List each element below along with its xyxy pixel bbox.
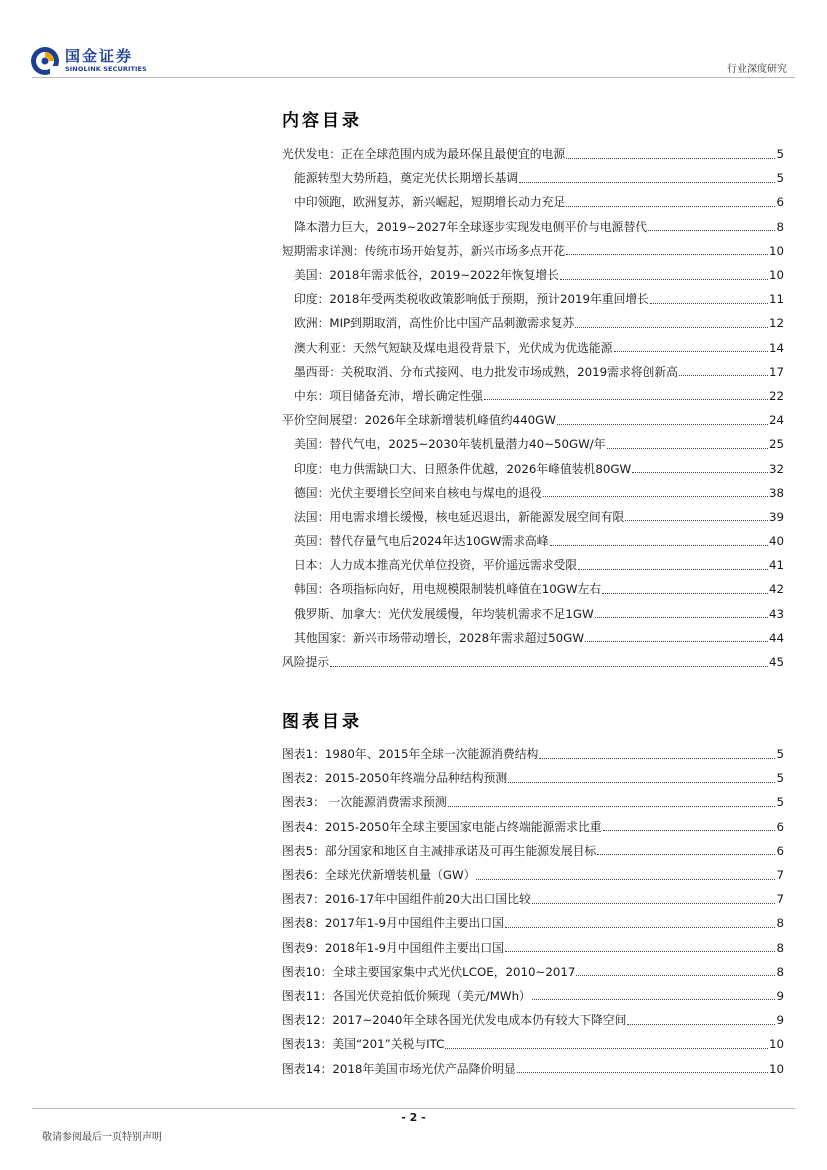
figure-entry-text: 图表4：2015-2050年全球主要国家电能占终端能源需求比重	[282, 819, 602, 834]
dot-leader	[505, 927, 776, 928]
report-type: 行业深度研究	[727, 64, 787, 75]
figure-entry[interactable]	[282, 1032, 784, 1056]
toc-entry-page: 5	[776, 171, 784, 186]
dot-leader	[602, 593, 768, 594]
dot-leader	[532, 903, 776, 904]
dot-leader	[679, 375, 768, 376]
toc-entry[interactable]	[282, 602, 784, 626]
figure-entry[interactable]	[282, 766, 784, 790]
dot-leader	[566, 158, 775, 159]
figure-entry-text: 图表8：2017年1-9月中国组件主要出口国	[282, 916, 504, 931]
figure-entry-page: 7	[776, 892, 784, 907]
toc-entry[interactable]	[282, 529, 784, 553]
figures-title: 图表目录	[282, 712, 362, 732]
toc-entry[interactable]	[282, 505, 784, 529]
toc-entry-text: 风险提示	[282, 655, 330, 670]
figure-entry-page: 5	[776, 795, 784, 810]
dot-leader	[448, 806, 776, 807]
toc-entry[interactable]	[282, 432, 784, 456]
figure-entry-page: 9	[776, 988, 784, 1003]
toc-entry-text: 中印领跑，欧洲复苏，新兴崛起，短期增长动力充足	[294, 195, 566, 210]
figure-entry-page: 6	[776, 843, 784, 858]
figure-entry-page: 5	[776, 771, 784, 786]
footer-divider	[32, 1108, 795, 1109]
figure-entry[interactable]	[282, 863, 784, 887]
figure-entry[interactable]	[282, 790, 784, 814]
toc-entry-text: 日本：人力成本推高光伏单位投资，平价遥远需求受限	[294, 558, 578, 573]
toc-entry-text: 法国：用电需求增长缓慢，核电延迟退出，新能源发展空间有限	[294, 509, 625, 524]
toc-entry-page: 17	[768, 364, 784, 379]
dot-leader	[505, 951, 776, 952]
toc-entry-text: 短期需求详测：传统市场开始复苏，新兴市场多点开花	[282, 243, 566, 258]
figure-entry[interactable]	[282, 839, 784, 863]
toc-entry-text: 能源转型大势所趋，奠定光伏长期增长基调	[294, 171, 519, 186]
toc-entry[interactable]	[282, 577, 784, 601]
figure-entry-text: 图表7：2016-17年中国组件前20大出口国比较	[282, 892, 531, 907]
figure-entry[interactable]	[282, 1056, 784, 1080]
logo-mark-icon	[30, 46, 60, 76]
toc-entry-page: 10	[768, 243, 784, 258]
figure-entry[interactable]	[282, 1008, 784, 1032]
logo-english-name: SINOLINK SECURITIES	[65, 65, 147, 73]
toc-entry[interactable]	[282, 190, 784, 214]
figure-entry-text: 图表3： 一次能源消费需求预测	[282, 795, 447, 810]
toc-entry-text: 美国：2018年需求低谷，2019~2022年恢复增长	[294, 268, 560, 283]
figure-entry-text: 图表12：2017~2040年全球各国光伏发电成本仍有较大下降空间	[282, 1013, 627, 1028]
toc-entry[interactable]	[282, 456, 784, 480]
figure-entry[interactable]	[282, 960, 784, 984]
toc-entry-text: 印度：2018年受两类税收政策影响低于预期，预计2019年重回增长	[294, 292, 649, 307]
figure-entry-text: 图表9：2018年1-9月中国组件主要出口国	[282, 940, 504, 955]
figure-entry-page: 10	[768, 1061, 784, 1076]
dot-leader	[476, 879, 775, 880]
figure-entry-text: 图表10：全球主要国家集中式光伏LCOE，2010~2017	[282, 964, 576, 979]
dot-leader	[484, 399, 768, 400]
dot-leader	[627, 1024, 775, 1025]
toc-entry[interactable]	[282, 263, 784, 287]
dot-leader	[614, 351, 768, 352]
figure-entry[interactable]	[282, 887, 784, 911]
dot-leader	[560, 279, 768, 280]
toc-entry-text: 俄罗斯、加拿大：光伏发展缓慢，年均装机需求不足1GW	[294, 606, 594, 621]
company-logo	[30, 44, 147, 78]
dot-leader	[578, 569, 768, 570]
toc-entry[interactable]	[282, 481, 784, 505]
toc-entry[interactable]	[282, 384, 784, 408]
dot-leader	[585, 641, 768, 642]
toc-list	[282, 142, 784, 674]
toc-entry-text: 德国：光伏主要增长空间来自核电与煤电的退役	[294, 485, 542, 500]
toc-entry-page: 11	[768, 292, 784, 307]
dot-leader	[330, 666, 768, 667]
toc-entry-text: 澳大利亚：天然气短缺及煤电退役背景下，光伏成为优选能源	[294, 340, 613, 355]
dot-leader	[550, 545, 768, 546]
dot-leader	[595, 617, 768, 618]
page-number: - 2 -	[401, 1111, 426, 1124]
toc-entry-text: 降本潜力巨大，2019~2027年全球逐步实现发电侧平价与电源替代	[294, 219, 648, 234]
figures-list	[282, 742, 784, 1081]
dot-leader	[539, 758, 775, 759]
toc-entry[interactable]	[282, 311, 784, 335]
toc-entry-page: 5	[776, 147, 784, 162]
toc-entry-text: 墨西哥：关税取消、分布式接网、电力批发市场成熟，2019需求将创新高	[294, 364, 678, 379]
dot-leader	[566, 206, 775, 207]
dot-leader	[625, 520, 768, 521]
logo-chinese-name: 国金证券	[65, 47, 134, 65]
toc-entry-text: 美国：替代气电，2025~2030年装机量潜力40~50GW/年	[294, 437, 606, 452]
dot-leader	[648, 230, 775, 231]
toc-entry-page: 39	[768, 509, 784, 524]
dot-leader	[597, 854, 775, 855]
toc-entry-text: 其他国家：新兴市场带动增长，2028年需求超过50GW	[294, 630, 584, 645]
toc-entry[interactable]	[282, 287, 784, 311]
dot-leader	[632, 472, 768, 473]
toc-entry-page: 42	[768, 582, 784, 597]
toc-entry[interactable]	[282, 626, 784, 650]
figure-entry-page: 6	[776, 819, 784, 834]
toc-entry-page: 41	[768, 558, 784, 573]
toc-entry-page: 44	[768, 630, 784, 645]
figure-entry[interactable]	[282, 984, 784, 1008]
figure-entry-text: 图表1：1980年、2015年全球一次能源消费结构	[282, 747, 539, 762]
header-divider	[32, 77, 795, 78]
figure-entry-page: 5	[776, 747, 784, 762]
dot-leader	[566, 254, 768, 255]
dot-leader	[650, 303, 768, 304]
toc-entry-page: 14	[768, 340, 784, 355]
figure-entry[interactable]	[282, 742, 784, 766]
figure-entry-text: 图表2：2015-2050年终端分品种结构预测	[282, 771, 508, 786]
toc-entry-text: 韩国：各项指标向好，用电规模限制装机峰值在10GW左右	[294, 582, 602, 597]
dot-leader	[445, 1048, 768, 1049]
disclaimer-note: 敬请参阅最后一页特别声明	[42, 1132, 162, 1143]
toc-entry[interactable]	[282, 553, 784, 577]
toc-entry-page: 22	[768, 388, 784, 403]
figure-entry-page: 8	[776, 916, 784, 931]
toc-entry[interactable]	[282, 239, 784, 263]
toc-entry-page: 40	[768, 534, 784, 549]
toc-entry-page: 8	[776, 219, 784, 234]
figure-entry-page: 7	[776, 868, 784, 883]
figure-entry-page: 9	[776, 1013, 784, 1028]
toc-entry-page: 38	[768, 485, 784, 500]
toc-entry-text: 平价空间展望：2026年全球新增装机峰值约440GW	[282, 413, 556, 428]
dot-leader	[519, 182, 775, 183]
toc-entry-page: 12	[768, 316, 784, 331]
figure-entry[interactable]	[282, 936, 784, 960]
toc-entry-page: 6	[776, 195, 784, 210]
toc-entry[interactable]	[282, 336, 784, 360]
figure-entry-text: 图表11：各国光伏竞拍低价频现（美元/MWh）	[282, 988, 531, 1003]
figure-entry[interactable]	[282, 911, 784, 935]
toc-entry-text: 光伏发电：正在全球范围内成为最环保且最便宜的电源	[282, 147, 566, 162]
dot-leader	[543, 496, 768, 497]
figure-entry[interactable]	[282, 815, 784, 839]
dot-leader	[607, 448, 768, 449]
dot-leader	[508, 782, 775, 783]
dot-leader	[603, 830, 776, 831]
dot-leader	[576, 975, 775, 976]
dot-leader	[575, 327, 768, 328]
dot-leader	[532, 999, 776, 1000]
figure-entry-text: 图表5：部分国家和地区自主减排承诺及可再生能源发展目标	[282, 843, 597, 858]
figure-entry-page: 8	[776, 964, 784, 979]
dot-leader	[517, 1072, 768, 1073]
toc-entry[interactable]	[282, 650, 784, 674]
toc-entry-text: 印度：电力供需缺口大、日照条件优越，2026年峰值装机80GW	[294, 461, 632, 476]
figure-entry-text: 图表13：美国“201”关税与ITC	[282, 1037, 445, 1052]
toc-entry-text: 英国：替代存量气电后2024年达10GW需求高峰	[294, 534, 549, 549]
figure-entry-page: 10	[768, 1037, 784, 1052]
figure-entry-text: 图表6：全球光伏新增装机量（GW）	[282, 868, 476, 883]
toc-entry-page: 45	[768, 655, 784, 670]
toc-entry-page: 32	[768, 461, 784, 476]
toc-title: 内容目录	[282, 111, 362, 131]
toc-entry[interactable]	[282, 142, 784, 166]
toc-entry-text: 欧洲：MIP到期取消，高性价比中国产品刺激需求复苏	[294, 316, 575, 331]
toc-entry-text: 中东：项目储备充沛，增长确定性强	[294, 388, 483, 403]
dot-leader	[557, 424, 768, 425]
figure-entry-page: 8	[776, 940, 784, 955]
toc-entry-page: 25	[768, 437, 784, 452]
toc-entry[interactable]	[282, 215, 784, 239]
figure-entry-text: 图表14：2018年美国市场光伏产品降价明显	[282, 1061, 516, 1076]
toc-entry-page: 10	[768, 268, 784, 283]
toc-entry[interactable]	[282, 360, 784, 384]
toc-entry[interactable]	[282, 408, 784, 432]
toc-entry-page: 24	[768, 413, 784, 428]
toc-entry[interactable]	[282, 166, 784, 190]
toc-entry-page: 43	[768, 606, 784, 621]
